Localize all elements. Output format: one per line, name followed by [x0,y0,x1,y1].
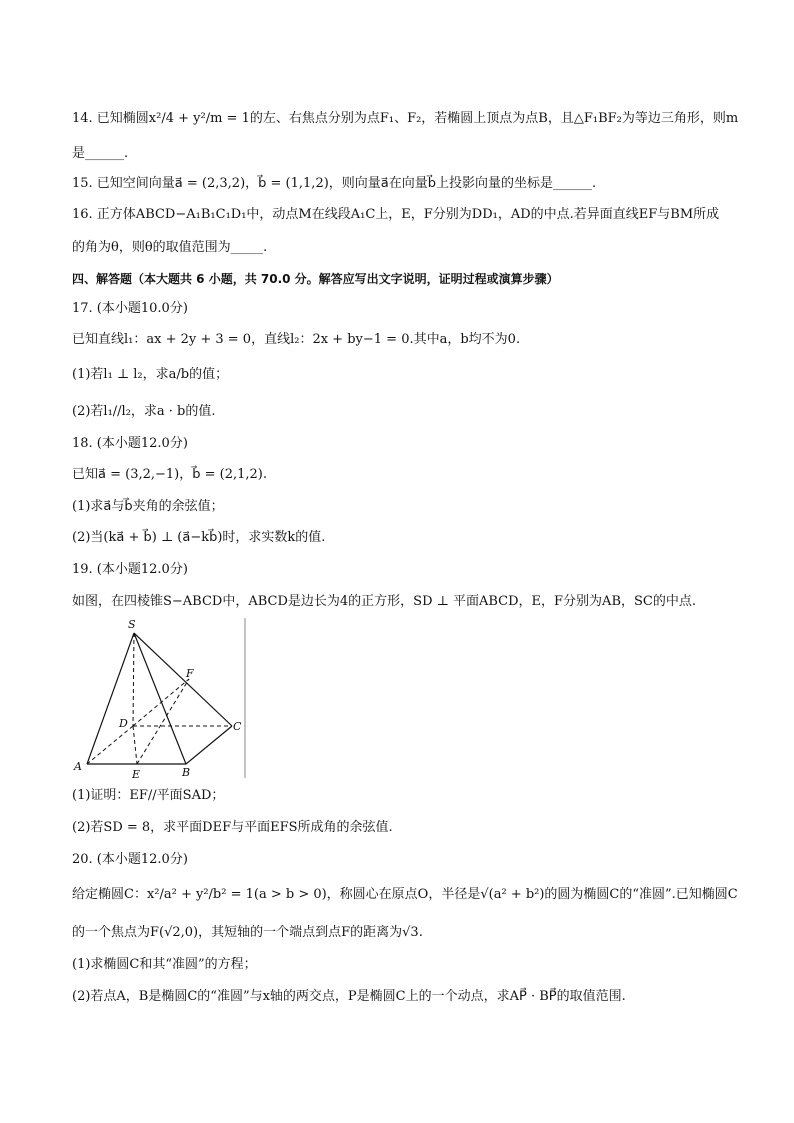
section-heading: 四、解答题（本大题共 6 小题，共 70.0 分。解答应写出文字说明，证明过程或演算步骤） [72,272,559,286]
q18-part1: (1)求a⃗与b⃗夹角的余弦值； [72,499,224,514]
q16-line2: 的角为θ，则θ的取值范围为_____. [72,240,268,255]
q20-part2: (2)若点A，B是椭圆C的“准圆”与x轴的两交点，P是椭圆C上的一个动点，求AP⃗ · BP⃗的取值范围. [72,989,626,1004]
q18-stem: 已知a⃗ = (3,2,−1)，b⃗ = (2,1,2). [72,467,268,482]
q18-heading: 18. (本小题12.0分) [72,436,188,451]
label-F: F [186,667,194,680]
q20-heading: 20. (本小题12.0分) [72,852,188,867]
q19-heading: 19. (本小题12.0分) [72,562,188,577]
q14-line1: 14. 已知椭圆x²/4 + y²/m = 1的左、右焦点分别为点F₁、F₂，若椭圆上顶点为点B，且△F₁BF₂为等边三角形，则m [72,111,739,126]
q19-stem: 如图，在四棱锥S−ABCD中，ABCD是边长为4的正方形，SD ⊥ 平面ABCD，E，F分别为AB，SC的中点. [72,594,696,609]
label-D: D [119,717,128,730]
q18-part2: (2)当(ka⃗ + b⃗) ⊥ (a⃗−kb⃗)时，求实数k的值. [72,530,326,545]
label-C: C [233,720,242,733]
q20-part1: (1)求椭圆C和其“准圆”的方程； [72,957,257,972]
q17-part2: (2)若l₁//l₂，求a · b的值. [72,404,216,419]
pyramid-figure [70,615,250,781]
edge-DE [133,726,137,764]
edge-SB [134,633,186,764]
label-E: E [132,768,141,781]
edge-SC [134,633,232,726]
q16-line1: 16. 正方体ABCD−A₁B₁C₁D₁中，动点M在线段A₁C上，E，F分别为DD₁，AD的中点.若异面直线EF与BM所成 [72,207,720,222]
q17-stem: 已知直线l₁：ax + 2y + 3 = 0，直线l₂：2x + by−1 = 0.其中a，b均不为0. [72,332,521,347]
edge-DF [133,679,189,726]
q17-heading: 17. (本小题10.0分) [72,301,188,316]
q15-line: 15. 已知空间向量a⃗ = (2,3,2)，b⃗ = (1,1,2)，则向量a⃗在向量b⃗上投影向量的坐标是______. [72,176,597,191]
edge-BC [186,726,232,764]
q17-part1: (1)若l₁ ⊥ l₂，求a/b的值； [72,367,229,382]
edge-SD [133,633,134,726]
q19-part1: (1)证明：EF//平面SAD； [72,788,225,803]
label-S: S [128,618,136,631]
label-A: A [74,760,82,773]
label-B: B [182,766,191,779]
q20-stem-line2: 的一个焦点为F(√2,0)，其短轴的一个端点到点F的距离为√3. [72,925,423,940]
q14-line2: 是______. [72,146,129,161]
q19-part2: (2)若SD = 8，求平面DEF与平面EFS所成角的余弦值. [72,820,393,835]
q20-stem-line1: 给定椭圆C：x²/a² + y²/b² = 1(a > b > 0)，称圆心在原点O，半径是√(a² + b²)的圆为椭圆C的“准圆”.已知椭圆C [72,887,738,902]
